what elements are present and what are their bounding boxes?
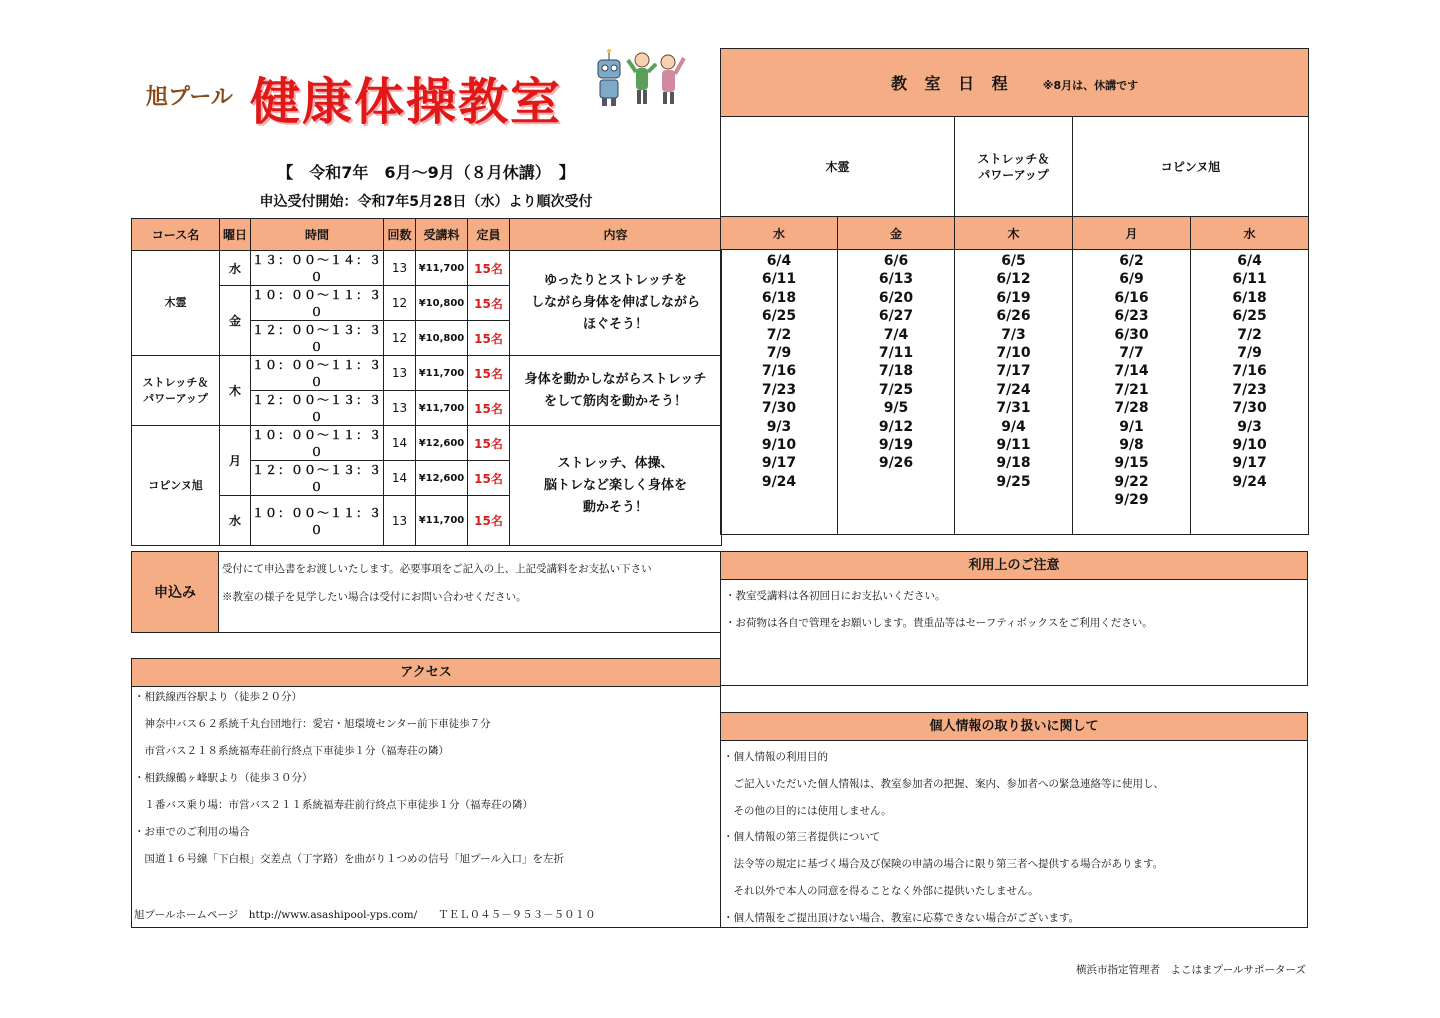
schedule-date: 6/9 — [1119, 271, 1144, 288]
session-count: 13 — [384, 496, 416, 546]
schedule-date: 7/2 — [1237, 326, 1262, 343]
schedule-date: 7/16 — [761, 363, 797, 380]
session-capacity: 15名 — [468, 391, 510, 426]
session-fee: ¥12,600 — [416, 461, 468, 496]
schedule-date: 9/22 — [1114, 473, 1149, 490]
schedule-date: 6/18 — [1232, 289, 1267, 306]
session-fee: ¥12,600 — [416, 426, 468, 461]
schedule-date: 7/7 — [1119, 345, 1144, 362]
schedule-date: 9/19 — [878, 437, 914, 454]
session-fee: ¥11,700 — [416, 356, 468, 391]
course-day: 月 — [220, 426, 251, 496]
schedule-date: 9/17 — [761, 455, 797, 472]
session-time: １０：００～１１：３０ — [251, 356, 384, 391]
access-line: １番バス乗り場：市営バス２１１系統福寿荘前行終点下車徒歩１分（福寿荘の隣） — [134, 799, 533, 811]
schedule-date: 6/16 — [1114, 289, 1149, 306]
header-day: 曜日 — [220, 219, 251, 251]
schedule-date: 6/13 — [878, 271, 914, 288]
privacy-box — [720, 712, 1308, 928]
schedule-date: 6/26 — [996, 308, 1031, 325]
usage-note-1: ・教室受講料は各初回日にお支払いください。 — [725, 590, 946, 602]
schedule-date: 7/28 — [1114, 400, 1149, 417]
session-capacity: 15名 — [468, 426, 510, 461]
header-count: 回数 — [384, 219, 416, 251]
session-capacity: 15名 — [468, 321, 510, 356]
schedule-date: 7/30 — [761, 400, 797, 417]
session-capacity: 15名 — [468, 251, 510, 286]
session-time: １２：００～１３：３０ — [251, 321, 384, 356]
session-count: 13 — [384, 251, 416, 286]
schedule-date: 9/1 — [1119, 418, 1144, 435]
schedule-day: 木 — [955, 217, 1073, 250]
course-day: 水 — [220, 496, 251, 546]
privacy-line: ・個人情報の利用目的 — [723, 751, 828, 763]
usage-notes-box — [720, 551, 1308, 686]
application-label: 申込み — [132, 552, 219, 632]
schedule-date: 9/8 — [1119, 437, 1144, 454]
schedule-date: 9/17 — [1232, 455, 1267, 472]
schedule-date: 7/24 — [996, 381, 1031, 398]
schedule-date-list — [721, 250, 838, 535]
schedule-date: 9/18 — [996, 455, 1031, 472]
application-line-2: ※教室の様子を見学したい場合は受付にお問い合わせください。 — [222, 591, 527, 603]
access-footer: 旭プールホームページ http://www.asashipool-yps.com/ ＴＥＬ０４５－９５３－５０１０ — [134, 909, 596, 921]
session-count: 12 — [384, 286, 416, 321]
schedule-date: 7/17 — [996, 363, 1031, 380]
manager-credit: 横浜市指定管理者 よこはまプールサポーターズ — [1076, 964, 1306, 976]
schedule-date: 6/4 — [1237, 253, 1262, 269]
schedule-date: 6/18 — [761, 289, 797, 306]
session-time: １０：００～１１：３０ — [251, 286, 384, 321]
schedule-date: 7/23 — [761, 381, 797, 398]
schedule-date: 7/9 — [1237, 345, 1262, 362]
schedule-date: 6/20 — [878, 289, 914, 306]
schedule-date: 9/10 — [761, 437, 797, 454]
access-line: ・相鉄線西谷駅より（徒歩２０分） — [134, 691, 302, 703]
schedule-date: 6/11 — [1232, 271, 1267, 288]
schedule-day: 水 — [721, 217, 838, 250]
term-period: 【 令和7年 6月～9月（８月休講） 】 — [277, 163, 575, 182]
access-line: 神奈中バス６２系統千丸台団地行：愛宕・旭環境センター前下車徒歩７分 — [134, 718, 491, 730]
course-day: 金 — [220, 286, 251, 356]
access-line: ・相鉄線鶴ヶ峰駅より（徒歩３０分） — [134, 772, 313, 784]
schedule-date: 6/4 — [766, 253, 792, 269]
schedule-day: 水 — [1191, 217, 1309, 250]
application-box — [131, 551, 721, 633]
schedule-date: 9/26 — [878, 455, 914, 472]
schedule-group-name: コピンヌ旭 — [1073, 117, 1309, 217]
schedule-date: 9/24 — [1232, 473, 1267, 490]
pool-name: 旭プール — [146, 85, 233, 110]
schedule-date: 6/30 — [1114, 326, 1149, 343]
schedule-date-list — [1073, 250, 1191, 535]
session-time: １０：００～１１：３０ — [251, 426, 384, 461]
schedule-date: 9/4 — [1001, 418, 1026, 435]
session-fee: ¥11,700 — [416, 251, 468, 286]
header-time: 時間 — [251, 219, 384, 251]
privacy-line: ・個人情報の第三者提供について — [723, 831, 881, 844]
schedule-date: 7/4 — [883, 326, 909, 343]
schedule-date: 6/23 — [1114, 308, 1149, 325]
session-fee: ¥11,700 — [416, 391, 468, 426]
course-name: ストレッチ＆ パワーアップ — [132, 356, 220, 426]
schedule-day: 月 — [1073, 217, 1191, 250]
schedule-date: 9/3 — [1237, 418, 1262, 435]
schedule-date: 6/19 — [996, 289, 1031, 306]
schedule-date: 6/2 — [1119, 253, 1144, 269]
session-fee: ¥10,800 — [416, 321, 468, 356]
header-course-name: コース名 — [132, 219, 220, 251]
access-title: アクセス — [132, 659, 720, 687]
schedule-date: 7/3 — [1001, 326, 1026, 343]
schedule-date: 7/11 — [878, 345, 914, 362]
schedule-date: 6/27 — [878, 308, 914, 325]
privacy-line: ご記入いただいた個人情報は、教室参加者の把握、案内、参加者への緊急連絡等に使用し、 — [723, 777, 1164, 790]
schedule-date: 9/5 — [883, 400, 909, 417]
session-fee: ¥10,800 — [416, 286, 468, 321]
schedule-date: 7/16 — [1232, 363, 1267, 380]
schedule-date: 7/23 — [1232, 381, 1267, 398]
application-start: 申込受付開始：令和7年5月28日（水）より順次受付 — [259, 194, 593, 210]
schedule-date: 6/11 — [761, 271, 797, 288]
session-count: 13 — [384, 356, 416, 391]
mascot-illustration-icon — [590, 46, 690, 108]
schedule-day: 金 — [838, 217, 955, 250]
access-line: 国道１６号線「下白根」交差点（丁字路）を曲がり１つめの信号「旭プール入口」を左折 — [134, 853, 564, 865]
header-capacity: 定員 — [468, 219, 510, 251]
application-line-1: 受付にて申込書をお渡しいたします。必要事項をご記入の上、上記受講料をお支払い下さい — [222, 563, 652, 575]
header-fee: 受講料 — [416, 219, 468, 251]
access-box — [131, 658, 721, 928]
session-time: １２：００～１３：３０ — [251, 391, 384, 426]
session-fee: ¥11,700 — [416, 496, 468, 546]
course-table-header — [132, 219, 722, 251]
session-time: １２：００～１３：３０ — [251, 461, 384, 496]
session-count: 14 — [384, 461, 416, 496]
header-content: 内容 — [510, 219, 722, 251]
page-title: 健康体操教室 — [250, 73, 562, 131]
session-count: 13 — [384, 391, 416, 426]
table-row — [132, 426, 722, 461]
course-description: 身体を動かしながらストレッチ をして筋肉を動かそう！ — [510, 356, 722, 426]
privacy-line: ・個人情報をご提出頂けない場合、教室に応募できない場合がございます。 — [723, 911, 1080, 924]
privacy-line: 法令等の規定に基づく場合及び保険の申請の場合に限り第三者へ提供する場合があります。 — [723, 858, 1164, 871]
schedule-date: 7/30 — [1232, 400, 1267, 417]
session-time: １３：００～１４：３０ — [251, 251, 384, 286]
session-count: 12 — [384, 321, 416, 356]
session-capacity: 15名 — [468, 356, 510, 391]
schedule-date: 9/25 — [996, 473, 1031, 490]
schedule-date-list — [1191, 250, 1309, 535]
access-line: 市営バス２１８系統福寿荘前行終点下車徒歩１分（福寿荘の隣） — [134, 745, 449, 757]
schedule-date: 9/3 — [766, 418, 792, 435]
usage-notes-title: 利用上のご注意 — [721, 552, 1307, 580]
table-row — [132, 251, 722, 286]
schedule-date: 9/10 — [1232, 437, 1267, 454]
privacy-title: 個人情報の取り扱いに関して — [721, 713, 1307, 741]
session-time: １０：００～１１：３０ — [251, 496, 384, 546]
schedule-date: 7/25 — [878, 381, 914, 398]
session-capacity: 15名 — [468, 461, 510, 496]
course-description: ゆったりとストレッチを しながら身体を伸ばしながら ほぐそう！ — [510, 251, 722, 356]
schedule-title: 教 室 日 程 — [890, 74, 1014, 93]
schedule-date: 9/15 — [1114, 455, 1149, 472]
course-day: 水 — [220, 251, 251, 286]
schedule-date: 6/25 — [1232, 308, 1267, 325]
schedule-date: 7/10 — [996, 345, 1031, 362]
schedule-date: 7/2 — [766, 326, 792, 343]
course-name: 木霊 — [132, 251, 220, 356]
schedule-date: 7/14 — [1114, 363, 1149, 380]
session-capacity: 15名 — [468, 286, 510, 321]
course-description: ストレッチ、体操、 脳トレなど楽しく身体を 動かそう！ — [510, 426, 722, 546]
schedule-group-name: 木霊 — [721, 117, 955, 217]
schedule-date: 9/12 — [878, 418, 914, 435]
schedule-header — [721, 49, 1309, 117]
course-day: 木 — [220, 356, 251, 426]
schedule-date-list — [955, 250, 1073, 535]
schedule-date: 6/12 — [996, 271, 1031, 288]
schedule-date: 7/31 — [996, 400, 1031, 417]
course-table — [131, 218, 722, 546]
access-line: ・お車でのご利用の場合 — [134, 826, 250, 838]
schedule-table — [720, 48, 1309, 535]
schedule-date: 6/5 — [1001, 253, 1026, 269]
session-capacity: 15名 — [468, 496, 510, 546]
schedule-date: 6/6 — [883, 253, 909, 269]
privacy-line: それ以外で本人の同意を得ることなく外部に提供いたしません。 — [723, 885, 1039, 897]
privacy-line: その他の目的には使用しません。 — [723, 804, 892, 817]
schedule-date: 9/29 — [1114, 492, 1149, 509]
schedule-date: 6/25 — [761, 308, 797, 325]
schedule-group-name: ストレッチ＆ パワーアップ — [955, 117, 1073, 217]
session-count: 14 — [384, 426, 416, 461]
schedule-date: 9/24 — [761, 473, 797, 490]
usage-note-2: ・お荷物は各自で管理をお願いします。貴重品等はセーフティボックスをご利用ください。 — [725, 617, 1153, 629]
schedule-date-list — [838, 250, 955, 535]
schedule-note: ※8月は、休講です — [1042, 79, 1139, 92]
course-name: コピンヌ旭 — [132, 426, 220, 546]
table-row — [132, 356, 722, 391]
schedule-date: 9/11 — [996, 437, 1031, 454]
schedule-date: 7/9 — [766, 345, 792, 362]
schedule-date: 7/18 — [878, 363, 914, 380]
schedule-date: 7/21 — [1114, 381, 1149, 398]
